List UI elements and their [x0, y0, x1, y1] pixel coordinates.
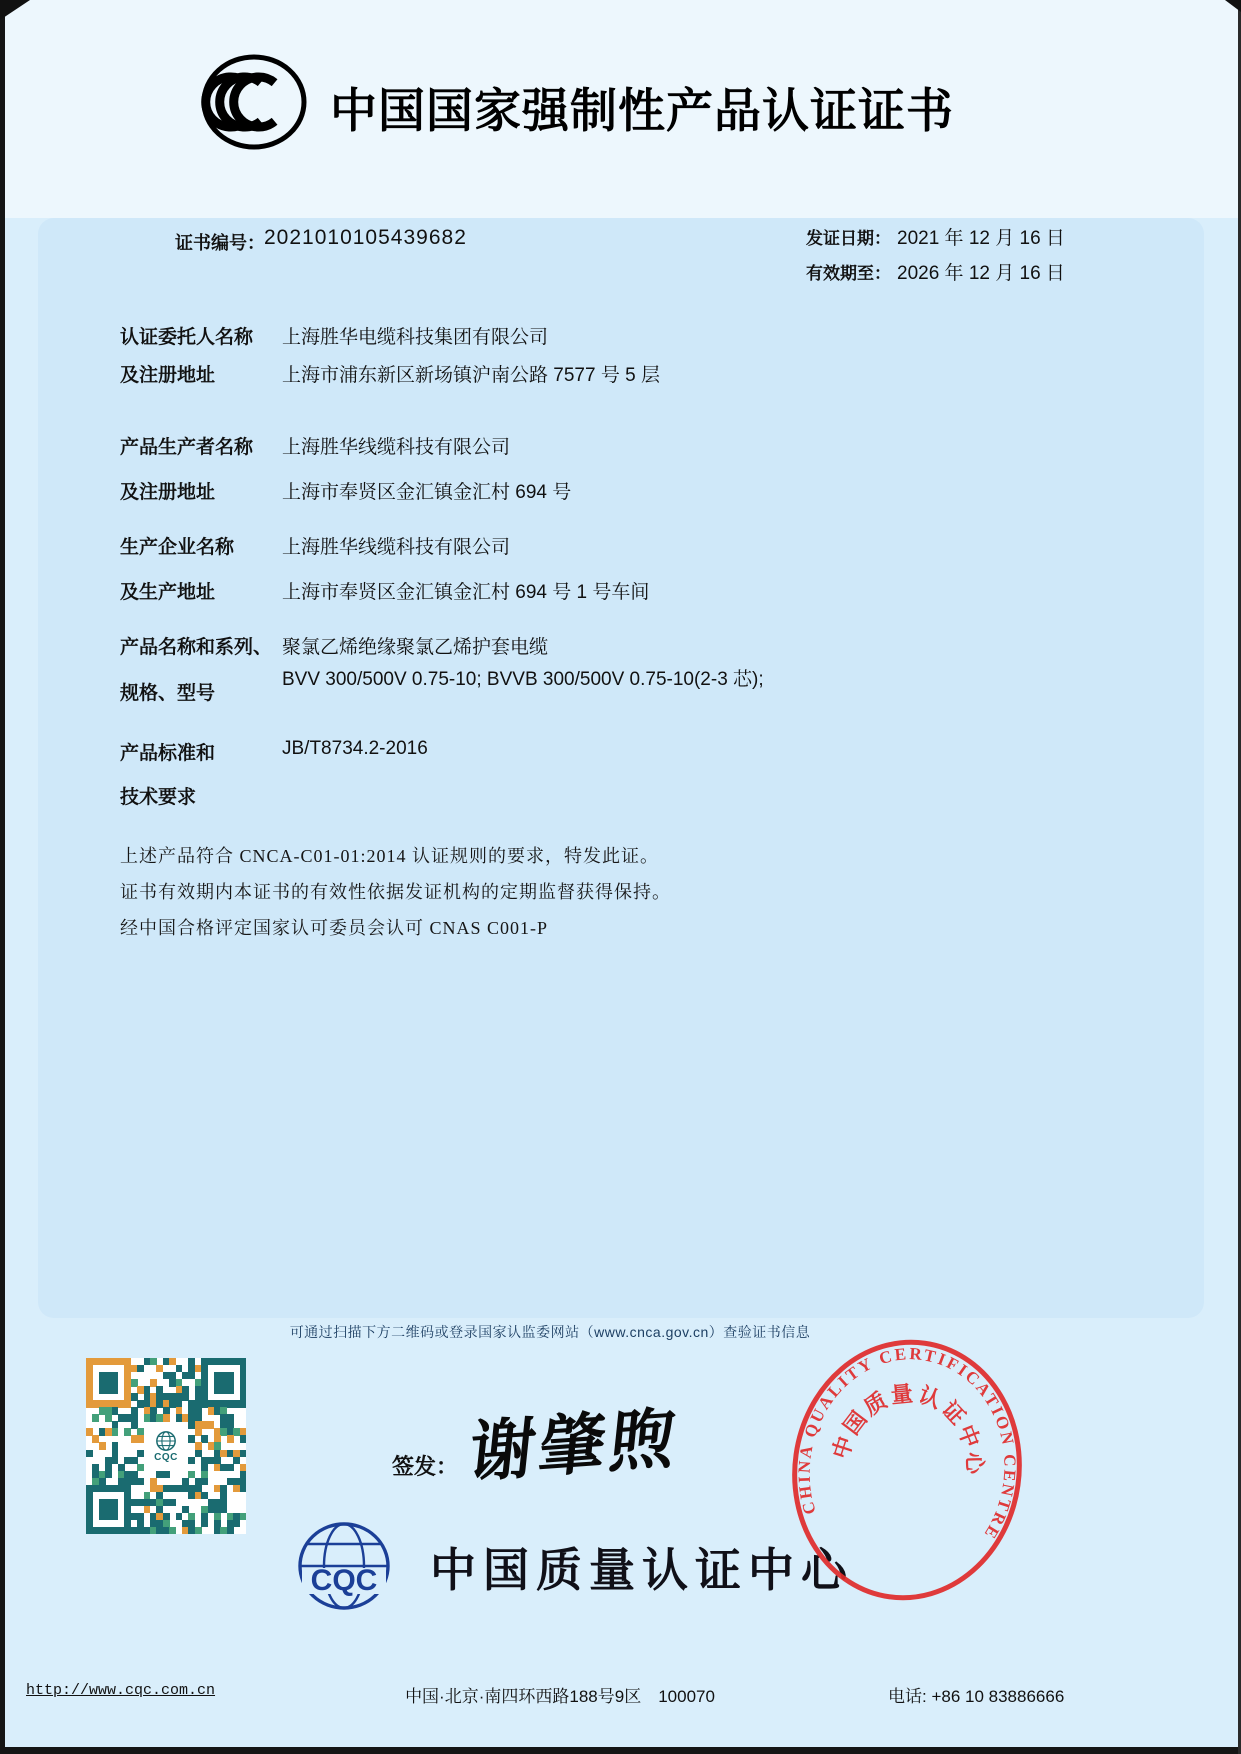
- cert-number-label: 证书编号：: [175, 233, 265, 253]
- product-spec-value: BVV 300/500V 0.75-10; BVVB 300/500V 0.75-10(2-3 芯);: [282, 669, 764, 690]
- footer-address: 中国·北京·南四环西路188号9区 100070: [405, 1687, 715, 1706]
- applicant-name-value: 上海胜华电缆科技集团有限公司: [282, 327, 549, 348]
- applicant-addr-label: 及注册地址: [120, 365, 216, 386]
- footer-website: http://www.cqc.com.cn: [26, 1682, 216, 1699]
- producer-name-label: 产品生产者名称: [120, 437, 254, 458]
- standard-label-1: 产品标准和: [120, 743, 216, 764]
- issue-date-label: 发证日期：: [806, 229, 891, 248]
- applicant-name-label: 认证委托人名称: [120, 327, 254, 348]
- factory-name-label: 生产企业名称: [120, 537, 235, 558]
- valid-until-label: 有效期至：: [806, 264, 891, 283]
- statement-line-2: 证书有效期内本证书的有效性依据发证机构的定期监督获得保持。: [120, 882, 671, 902]
- statement-line-1: 上述产品符合 CNCA-C01-01:2014 认证规则的要求，特发此证。: [120, 846, 660, 866]
- qr-code: [86, 1358, 246, 1534]
- factory-addr-label: 及生产地址: [120, 582, 216, 603]
- issue-date-row: [806, 223, 1065, 250]
- sign-off-label: 签发：: [392, 1454, 459, 1479]
- qr-logo-text: CQC: [154, 1451, 178, 1463]
- seal-latin-text: CHINA QUALITY CERTIFICATION CENTRE: [794, 1344, 1020, 1544]
- globe-icon: [155, 1430, 177, 1452]
- scan-corner-top-right: [1225, 0, 1241, 12]
- issue-date-value: 2021 年 12 月 16 日: [897, 228, 1065, 249]
- cert-number-value: 2021010105439682: [264, 226, 467, 249]
- issuer-signature: 谢肇煦: [465, 1402, 683, 1491]
- footer-phone: 电话: +86 10 83886666: [888, 1687, 1065, 1706]
- standard-value: JB/T8734.2-2016: [282, 738, 428, 759]
- cqc-logo-letters: CQC: [310, 1564, 378, 1597]
- producer-addr-label: 及注册地址: [120, 482, 216, 503]
- ccc-mark-icon: [198, 52, 310, 157]
- standard-label-2: 技术要求: [120, 787, 197, 808]
- scan-corner-top-left: [0, 0, 30, 20]
- valid-until-row: [806, 258, 1065, 285]
- factory-name-value: 上海胜华线缆科技有限公司: [282, 537, 511, 558]
- verification-note: 可通过扫描下方二维码或登录国家认监委网站（www.cnca.gov.cn）查验证书信息: [289, 1324, 811, 1340]
- cqc-red-seal: [768, 1318, 1046, 1621]
- producer-addr-value: 上海市奉贤区金汇镇金汇村 694 号: [282, 482, 572, 503]
- valid-until-value: 2026 年 12 月 16 日: [897, 263, 1065, 284]
- product-name-label: 产品名称和系列、: [120, 637, 273, 658]
- factory-addr-value: 上海市奉贤区金汇镇金汇村 694 号 1 号车间: [282, 582, 650, 603]
- qr-center-logo: [145, 1422, 187, 1470]
- issuer-name: 中国质量认证中心: [430, 1544, 854, 1596]
- producer-name-value: 上海胜华线缆科技有限公司: [282, 437, 511, 458]
- certificate-title: 中国国家强制性产品认证证书: [330, 84, 954, 137]
- cqc-logo-icon: [294, 1520, 394, 1617]
- applicant-addr-value: 上海市浦东新区新场镇沪南公路 7577 号 5 层: [282, 365, 660, 386]
- svg-text:CHINA QUALITY CERTIFICATION CE: [787, 1329, 1035, 1545]
- statement-line-3: 经中国合格评定国家认可委员会认可 CNAS C001-P: [120, 918, 549, 938]
- seal-chinese-text: 中国质量认证中心: [827, 1380, 988, 1478]
- product-spec-label: 规格、型号: [120, 683, 216, 704]
- scan-edge-left: [0, 0, 5, 1754]
- scan-edge-bottom: [0, 1747, 1241, 1754]
- product-name-value: 聚氯乙烯绝缘聚氯乙烯护套电缆: [282, 637, 549, 658]
